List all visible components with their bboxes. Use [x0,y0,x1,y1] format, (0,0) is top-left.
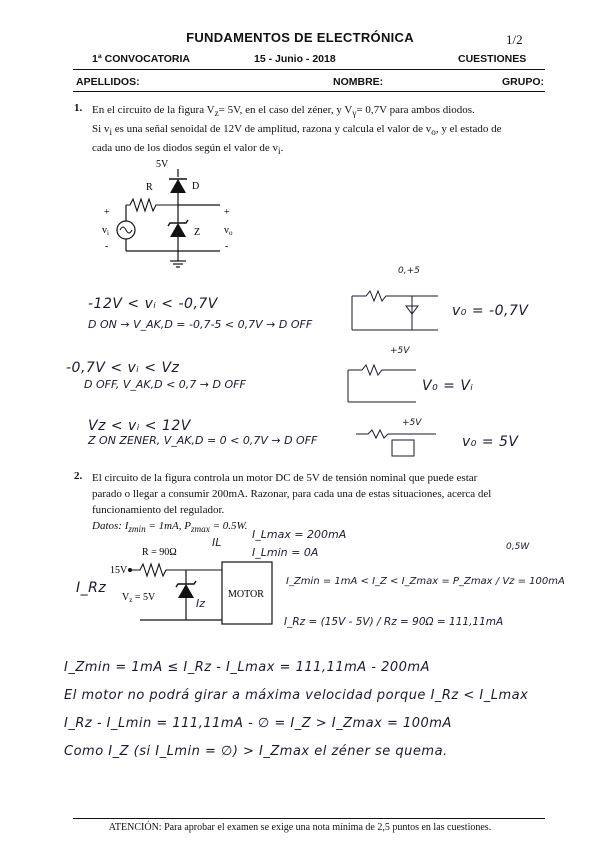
question-1-text [92,102,552,160]
q2-il-min: I_Lmin = 0A [252,546,319,559]
q2-answer-line1: I_Zmin = 1mA ≤ I_Rz - I_Lmax = 111,11mA - 200mA [64,660,430,675]
section-label: CUESTIONES [458,53,527,65]
vi-label: $v_i$ [102,225,109,237]
svg-text:-: - [225,241,229,252]
q2-answer-line2: El motor no podrá girar a máxima velocidad porque I_Rz < I_Lmax [64,688,529,703]
q2-zener-symbol [178,584,194,598]
q1-case2-range: -0,7V < vᵢ < Vz [66,360,180,376]
q2-source-label: 15V [110,565,128,576]
footer-rule [73,818,545,819]
q2-answer-line3: I_Rz - I_Lmin = 111,11mA - ∅ = I_Z > I_Zmax = 100mA [64,716,452,731]
q2-line3: funcionamiento del regulador. [92,504,225,516]
q1-case2-result: V₀ = Vᵢ [422,378,474,394]
q1-case3-state: Z ON ZENER, V_AK,D = 0 < 0,7V → D OFF [88,434,318,447]
svg-text:+: + [104,207,110,218]
q1-zener-label: Z [194,227,201,238]
q2-line2: parado o llegar a consumir 200mA. Razonar, para cada una de estas situaciones, acerca del [92,488,492,500]
exam-date: 15 - Junio - 2018 [254,53,336,65]
q2-iz-label: Iz [196,597,206,610]
q2-il-label: IL [212,536,222,549]
svg-text:+: + [224,207,230,218]
q1-case1-state: D ON → V_AK,D = -0,7-5 < 0,7V → D OFF [88,318,313,331]
q2-answer-line4: Como I_Z (si I_Lmin = ∅) > I_Zmax el zéner se quema. [64,744,448,759]
diode-d-symbol [170,179,186,193]
q2-iz-condition: I_Zmin = 1mA < I_Z < I_Zmax = P_Zmax / Vz = 100mA [286,576,565,587]
q1-case2-note: +5V [390,346,410,356]
q2-pz-note: 0,5W [506,542,530,552]
q1-diode-label: D [192,181,200,192]
q1-5v-label: 5V [156,159,169,170]
q2-resistor-label: R = 90Ω [142,547,177,558]
q2-data-line: Datos: $I_{zmin} = 1mA$, $P_{zmax} = 0.5W$. [92,520,248,535]
convocatoria-label: 1ª CONVOCATORIA [92,53,191,65]
q1-case1-result: v₀ = -0,7V [452,303,529,319]
q2-irz-label: I_Rz [76,580,107,596]
footer-notice: ATENCIÓN: Para aprobar el examen se exige una nota mínima de 2,5 puntos en las cuestiones. [108,822,492,833]
q2-resistor-symbol [132,564,222,576]
exam-title: FUNDAMENTOS DE ELECTRÓNICA [186,30,414,45]
header-rule-bottom [73,91,545,92]
vo-label: $v_o$ [224,225,233,237]
q2-irz-calc: I_Rz = (15V - 5V) / Rz = 90Ω = 111,11mA [284,616,504,628]
grupo-label: GRUPO: [502,76,544,88]
q2-line1: El circuito de la figura controla un motor DC de 5V de tensión nominal que puede estar [92,472,478,484]
q1-case2-sketch [342,358,422,408]
q1-case3-note: +5V [402,418,422,428]
q2-il-max: I_Lmax = 200mA [252,528,347,541]
apellidos-label: APELLIDOS: [76,76,140,88]
q1-case3-sketch [352,426,442,462]
q1-case3-range: Vz < vᵢ < 12V [88,418,191,434]
question-2-number: 2. [74,470,83,482]
q1-case2-state: D OFF, V_AK,D < 0,7 → D OFF [84,378,246,391]
q1-line1: En el circuito de la figura $V_z= 5V$, en el caso del zéner, y $V_\gamma= 0,7V$ para ambos diodos. [92,104,475,119]
q2-vz-label: $V_z = 5V$ [122,592,156,604]
question-1-number: 1. [74,102,83,114]
q1-case1-range: -12V < vᵢ < -0,7V [88,296,218,312]
q1-case3-result: v₀ = 5V [462,434,519,450]
motor-label: MOTOR [228,589,264,600]
page-number: 1/2 [506,32,523,47]
q1-line2: Si $v_i$ es una señal senoidal de 12V de amplitud, razona y calcula el valor de $v_o$, y el estado de [92,123,502,138]
q1-case1-sketch [346,282,446,338]
svg-text:-: - [105,241,109,252]
q1-resistor-label: R [146,182,153,193]
header-rule-top [73,69,545,70]
zener-z-symbol [170,223,186,237]
resistor-r-symbol [126,199,178,211]
nombre-label: NOMBRE: [333,76,384,88]
q1-circuit-diagram [90,155,260,275]
q1-line3: cada uno de los diodos según el valor de $v_i$. [92,142,284,157]
q1-case1-note: 0,+5 [398,266,420,276]
